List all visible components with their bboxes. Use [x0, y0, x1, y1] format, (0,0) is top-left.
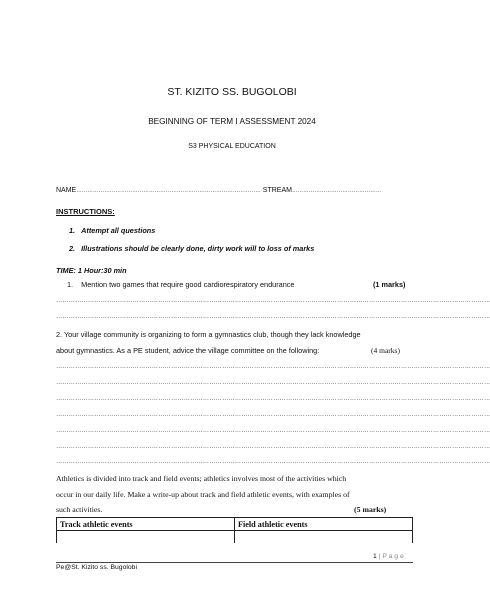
table-header-field: Field athletic events: [235, 518, 413, 531]
question-3-marks: (5 marks): [354, 505, 387, 514]
page-number-value: 1: [373, 553, 377, 560]
answer-line[interactable]: ……………………………………………………………………………………………………………………………………………………………………………………: [56, 313, 490, 320]
instructions-heading: INSTRUCTIONS:: [56, 207, 115, 216]
stream-label: STREAM: [262, 187, 292, 194]
question-1: [67, 280, 294, 289]
instruction-text: Illustrations should be clearly done, dirty work will to loss of marks: [81, 244, 315, 253]
instruction-text: Attempt all questions: [81, 226, 156, 235]
answer-line[interactable]: ……………………………………………………………………………………………………………………………………………………………………………………: [56, 379, 490, 386]
answer-line[interactable]: ……………………………………………………………………………………………………………………………………………………………………………………: [56, 363, 490, 370]
footer-text: Pe@St. Kizito ss. Bugolobi: [56, 564, 137, 571]
stream-field[interactable]: …………………………………………: [291, 188, 382, 194]
question-2-line-2: about gymnastics. As a PE student, advice the village committee on the following:: [56, 346, 320, 355]
track-answer-cell[interactable]: [57, 531, 235, 544]
table-header-track: Track athletic events: [57, 518, 235, 531]
table-row: [57, 531, 413, 544]
question-2-marks: (4 marks): [371, 346, 400, 355]
name-stream-line: [56, 187, 381, 194]
question-3-line-3: such activities.: [56, 505, 103, 514]
events-table: [56, 517, 413, 543]
table-header-row: [57, 518, 413, 531]
field-answer-cell[interactable]: [235, 531, 413, 544]
answer-line[interactable]: ……………………………………………………………………………………………………………………………………………………………………………………: [56, 297, 490, 304]
instruction-number: 1.: [69, 226, 76, 235]
footer-divider: [56, 562, 413, 563]
page-label: | P a g e: [378, 553, 404, 560]
answer-line[interactable]: ……………………………………………………………………………………………………………………………………………………………………………………: [56, 427, 490, 434]
answer-line[interactable]: ……………………………………………………………………………………………………………………………………………………………………………………: [56, 443, 490, 450]
answer-line[interactable]: ……………………………………………………………………………………………………………………………………………………………………………………: [56, 395, 490, 402]
instruction-number: 2.: [69, 244, 76, 253]
question-2-line-1: 2. Your village community is organizing to form a gymnastics club, though they lack knowledge: [56, 330, 361, 339]
name-field[interactable]: ………………………………………………………………………………………: [76, 188, 261, 194]
assessment-title: BEGINNING OF TERM I ASSESSMENT 2024: [148, 117, 316, 126]
time-allowed: TIME: 1 Hour:30 min: [56, 266, 127, 275]
name-label: NAME: [56, 187, 77, 194]
page-number: [373, 553, 404, 560]
subject-title: S3 PHYSICAL EDUCATION: [188, 143, 276, 150]
question-3-line-2: occur in our daily life. Make a write-up about track and field athletic events, with examples of: [56, 490, 350, 499]
answer-line[interactable]: ……………………………………………………………………………………………………………………………………………………………………………………: [56, 458, 490, 465]
answer-line[interactable]: ……………………………………………………………………………………………………………………………………………………………………………………: [56, 411, 490, 418]
instruction-item: [69, 244, 314, 253]
instruction-item: [69, 226, 155, 235]
question-number: 1.: [67, 280, 74, 289]
question-3-line-1: Athletics is divided into track and field events; athletics involves most of the activities which: [56, 474, 347, 483]
question-text: Mention two games that require good cardiorespiratory endurance: [81, 280, 295, 289]
school-title: ST. KIZITO SS. BUGOLOBI: [167, 86, 297, 98]
question-1-marks: (1 marks): [373, 280, 406, 289]
